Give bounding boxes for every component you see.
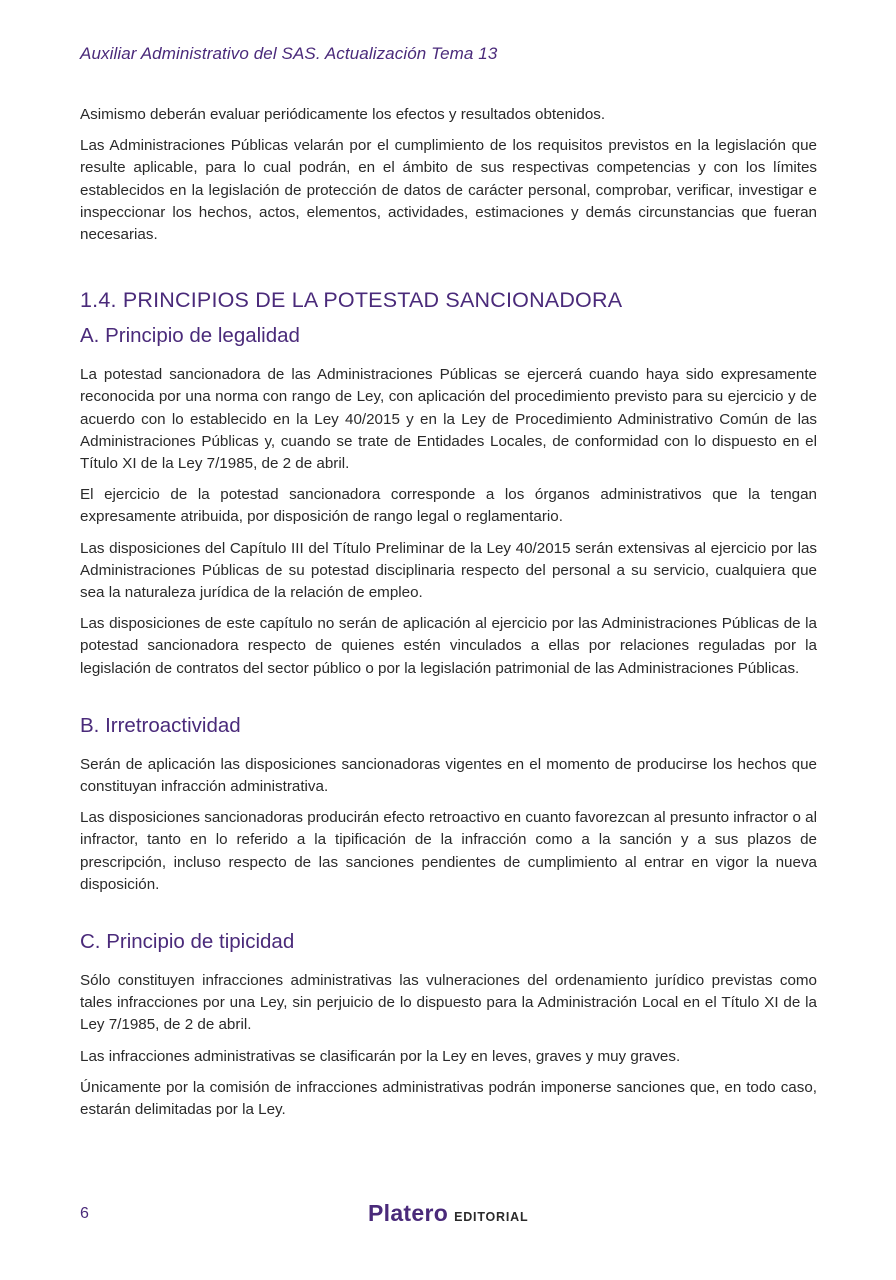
page-number: 6 bbox=[80, 1205, 89, 1222]
body-paragraph: Serán de aplicación las disposiciones sancionadoras vigentes en el momento de producirse los hechos que constituyan infracción administrativa. bbox=[80, 755, 817, 796]
body-paragraph: Únicamente por la comisión de infracciones administrativas podrán imponerse sanciones que, en todo caso, estarán delimitadas por la Ley. bbox=[80, 1078, 817, 1119]
subsection-heading-legalidad: A. Principio de legalidad bbox=[80, 324, 300, 348]
body-paragraph: Las disposiciones de este capítulo no serán de aplicación al ejercicio por las Administraciones Públicas de la potestad sancionadora respecto de quienes estén vinculados a ellas por relaciones reguladas por la legislación de contratos del sector público o por la legislación patrimonial de las Administraciones Públicas. bbox=[80, 615, 817, 677]
body-paragraph: Las disposiciones sancionadoras producirán efecto retroactivo en cuanto favorezcan al presunto infractor o al infractor, tanto en lo referido a la tipificación de la infracción como a la sanción y a sus plazos de prescripción, incluso respecto de las sanciones pendientes de cumplimiento al entrar en vigor la nueva disposición. bbox=[80, 809, 817, 893]
body-paragraph: El ejercicio de la potestad sancionadora corresponde a los órganos administrativos que la tengan expresamente atribuida, por disposición de rango legal o reglamentario. bbox=[80, 486, 817, 526]
body-paragraph: Las disposiciones del Capítulo III del Título Preliminar de la Ley 40/2015 serán extensivas al ejercicio por las Administraciones Públicas de su potestad disciplinaria respecto del personal a su servicio, cualquiera que sea la naturaleza jurídica de la relación de empleo. bbox=[80, 539, 817, 602]
section-heading: 1.4. PRINCIPIOS DE LA POTESTAD SANCIONADORA bbox=[80, 288, 623, 313]
publisher-brand: Platero bbox=[368, 1200, 449, 1226]
body-paragraph: Las Administraciones Públicas velarán por el cumplimiento de los requisitos previstos en la legislación que resulte aplicable, para lo cual podrán, en el ámbito de sus respectivas competencias y con los límites establecidos en la legislación de protección de datos de carácter personal, comprobar, verificar, investigar e inspeccionar los hechos, actos, elementos, actividades, estimaciones y demás circunstancias que fueran necesarias. bbox=[80, 137, 817, 244]
subsection-heading-tipicidad: C. Principio de tipicidad bbox=[80, 930, 295, 954]
body-paragraph: Asimismo deberán evaluar periódicamente los efectos y resultados obtenidos. bbox=[80, 106, 606, 123]
running-header: Auxiliar Administrativo del SAS. Actualización Tema 13 bbox=[80, 44, 498, 63]
body-paragraph: Sólo constituyen infracciones administrativas las vulneraciones del ordenamiento jurídico previstas como tales infracciones por una Ley, sin perjuicio de lo dispuesto para la Administración Local en el Título XI de la Ley 7/1985, de 2 de abril. bbox=[80, 972, 817, 1034]
publisher-sub: EDITORIAL bbox=[454, 1210, 529, 1224]
subsection-heading-irretroactividad: B. Irretroactividad bbox=[80, 713, 241, 737]
publisher-logo bbox=[368, 1200, 528, 1227]
body-paragraph: La potestad sancionadora de las Administraciones Públicas se ejercerá cuando haya sido expresamente reconocida por una norma con rango de Ley, con aplicación del procedimiento previsto para su ejercicio y de acuerdo con lo establecido en la Ley 40/2015 y en la Ley de Procedimiento Administrativo Común de las Administraciones Públicas y, cuando se trate de Entidades Locales, de conformidad con lo dispuesto en el Título XI de la Ley 7/1985, de 2 de abril. bbox=[80, 366, 817, 473]
page-body bbox=[80, 104, 817, 1130]
body-paragraph: Las infracciones administrativas se clasificarán por la Ley en leves, graves y muy graves. bbox=[80, 1047, 681, 1065]
